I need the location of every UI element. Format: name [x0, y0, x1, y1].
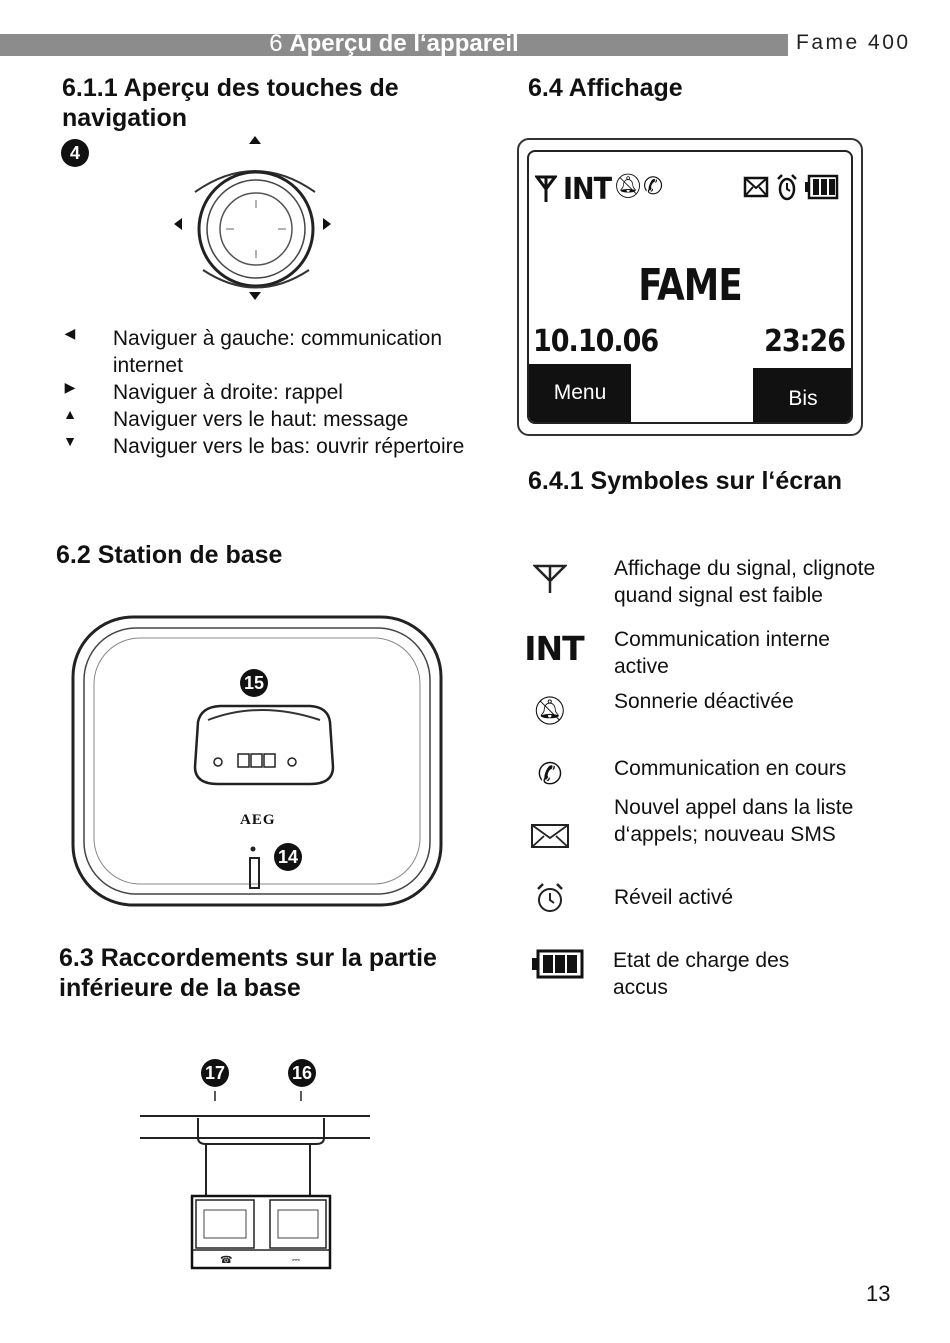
screen-time: 23:26 — [764, 324, 845, 359]
aeg-logo: AEG — [240, 812, 276, 828]
chapter-heading — [0, 30, 788, 58]
product-name: Fame 400 — [796, 31, 911, 54]
nav-item-up — [60, 406, 500, 433]
nav-section-title — [62, 73, 399, 133]
symbol-description: Etat de charge des accus — [613, 949, 790, 999]
page-number: 13 — [866, 1281, 891, 1306]
symbols-section-title: 6.4.1 Symboles sur l‘écran — [528, 467, 843, 495]
svg-text:☎: ☎ — [220, 1255, 233, 1266]
connection-ports-illustration — [140, 1088, 375, 1274]
nav-title-line1: 6.1.1 Aperçu des touches de — [62, 74, 399, 102]
screen-int-indicator: INT — [563, 172, 612, 207]
port-phone-line — [196, 1200, 254, 1248]
arrow-up-icon: ▲ — [63, 406, 77, 422]
nav-item-text: Naviguer vers le bas: ouvrir répertoire — [113, 435, 465, 458]
battery-icon — [526, 942, 590, 986]
callout-15: 15 — [240, 669, 268, 697]
callout-14: 14 — [274, 843, 302, 871]
callout-16: 16 — [288, 1059, 316, 1087]
base-station-illustration — [70, 612, 445, 910]
screen-handset-name: FAME — [638, 260, 742, 311]
antenna-icon — [535, 174, 557, 209]
nav-title-line2: navigation — [62, 104, 188, 132]
bell-off-icon: 🔕︎ — [613, 173, 644, 200]
arrow-right-icon: ▶ — [64, 379, 76, 395]
nav-diagram-left-arrow — [174, 218, 182, 230]
int-icon: INT — [524, 628, 584, 668]
nav-item-down — [60, 433, 500, 460]
nav-diagram-up-arrow — [249, 136, 261, 144]
base-section-title: 6.2 Station de base — [56, 541, 283, 569]
softkey-bis[interactable]: Bis — [753, 368, 853, 424]
display-section-title: 6.4 Affichage — [528, 74, 683, 102]
symbol-description: Réveil activé — [614, 886, 734, 909]
nav-key-list — [60, 325, 500, 460]
connections-section-title — [59, 943, 437, 1003]
svg-text:⎓: ⎓ — [292, 1255, 300, 1266]
bell-off-icon: 🔕︎ — [532, 694, 568, 726]
display-screen — [527, 150, 853, 424]
symbol-description: Nouvel appel dans la liste d‘appels; nouveau SMS — [614, 796, 854, 846]
antenna-icon — [518, 557, 582, 601]
symbol-description: Affichage du signal, clignote quand signal est faible — [614, 557, 876, 607]
nav-item-text: Naviguer à droite: rappel — [113, 381, 343, 404]
arrow-down-icon: ▼ — [63, 433, 77, 449]
nav-outer-ring — [199, 172, 313, 286]
handset-icon: ✆ — [537, 757, 563, 791]
display-frame — [517, 138, 863, 436]
chapter-number: 6 — [269, 30, 283, 57]
callout-17: 17 — [201, 1059, 229, 1087]
alarm-clock-icon — [518, 876, 582, 920]
connections-title-line2: inférieure de la base — [59, 974, 301, 1002]
symbol-description: Communication interne active — [614, 628, 830, 678]
nav-item-left — [60, 325, 500, 379]
arrow-left-icon: ◀ — [64, 325, 76, 341]
nav-diagram-down-arrow — [249, 292, 261, 300]
nav-diagram-right-arrow — [323, 218, 331, 230]
alarm-clock-icon — [776, 174, 798, 207]
chapter-title: Aperçu de l‘appareil — [289, 30, 519, 57]
screen-date: 10.10.06 — [533, 324, 659, 359]
nav-item-text: Naviguer à gauche: communication internet — [112, 327, 443, 377]
nav-key-diagram — [165, 130, 345, 305]
nav-item-right — [60, 379, 500, 406]
symbol-description: Sonnerie déactivée — [614, 690, 794, 713]
envelope-icon — [518, 814, 582, 858]
connections-title-line1: 6.3 Raccordements sur la partie — [59, 944, 437, 972]
handset-icon: ✆ — [643, 173, 664, 200]
callout-4: 4 — [61, 139, 89, 167]
envelope-icon — [743, 176, 769, 203]
battery-icon — [805, 174, 839, 205]
softkey-menu[interactable]: Menu — [529, 364, 631, 422]
nav-item-text: Naviguer vers le haut: message — [113, 408, 409, 431]
symbol-description: Communication en cours — [614, 757, 847, 780]
